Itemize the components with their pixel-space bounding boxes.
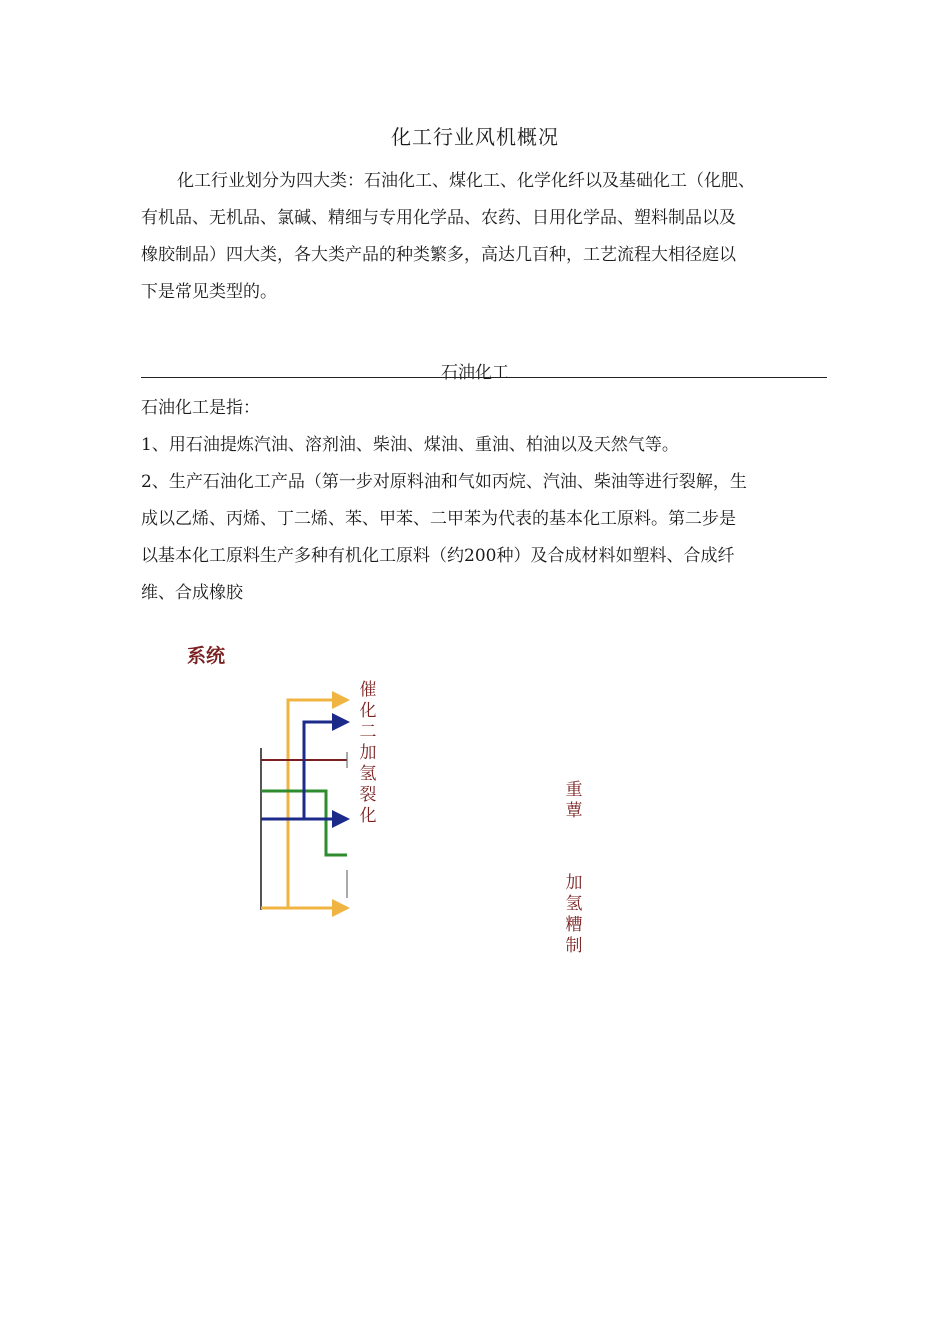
item2-line: 2、生产石油化工产品（第一步对原料油和气如丙烷、汽油、柴油等进行裂解，生 bbox=[141, 472, 747, 492]
process-flow-diagram bbox=[255, 690, 365, 920]
label-char: 二 bbox=[359, 722, 377, 742]
item2-line: 维、合成橡胶 bbox=[141, 583, 243, 603]
label-char: 加 bbox=[359, 743, 377, 763]
list-item-2 bbox=[141, 464, 841, 612]
label-char: 催 bbox=[359, 680, 377, 700]
section-rule bbox=[141, 377, 827, 378]
label-char: 氢 bbox=[359, 764, 377, 784]
list-item-1: 1、用石油提炼汽油、溶剂油、柴油、煤油、重油、柏油以及天然气等。 bbox=[141, 435, 679, 455]
intro-line: 有机品、无机品、氯碱、精细与专用化学品、农药、日用化学品、塑料制品以及 bbox=[141, 208, 736, 228]
label-char: 加 bbox=[565, 873, 583, 893]
label-hydro-clip bbox=[560, 870, 600, 956]
intro-paragraph bbox=[141, 163, 831, 311]
label-char: 氢 bbox=[565, 894, 583, 914]
navy-flow-line bbox=[261, 722, 347, 819]
intro-line: 橡胶制品）四大类，各大类产品的种类繁多，高达几百种，工艺流程大相径庭以 bbox=[141, 245, 736, 265]
label-hydrotreating bbox=[563, 873, 585, 957]
item2-line: 成以乙烯、丙烯、丁二烯、苯、甲苯、二甲苯为代表的基本化工原料。第二步是 bbox=[141, 509, 736, 529]
section-lead: 石油化工是指： bbox=[141, 398, 260, 418]
label-char: 化 bbox=[359, 806, 377, 826]
intro-line: 化工行业划分为四大类：石油化工、煤化工、化学化纤以及基础化工（化肥、 bbox=[177, 171, 755, 191]
label-char: 化 bbox=[359, 701, 377, 721]
document-title: 化工行业风机概况 bbox=[391, 125, 559, 149]
label-char: 糟 bbox=[565, 915, 583, 935]
intro-line: 下是常见类型的。 bbox=[141, 282, 277, 302]
label-char: 裂 bbox=[359, 785, 377, 805]
label-char: 制 bbox=[565, 936, 583, 956]
label-char: 蕈 bbox=[565, 801, 583, 821]
label-char: 重 bbox=[565, 780, 583, 800]
label-heavy bbox=[563, 780, 585, 822]
label-catalytic-hydrocracking bbox=[357, 680, 379, 827]
item2-line: 以基本化工原料生产多种有机化工原料（约200种）及合成材料如塑料、合成纤 bbox=[141, 546, 735, 566]
diagram-title: 系统 bbox=[187, 645, 226, 667]
section-heading: 石油化工 bbox=[441, 363, 509, 383]
